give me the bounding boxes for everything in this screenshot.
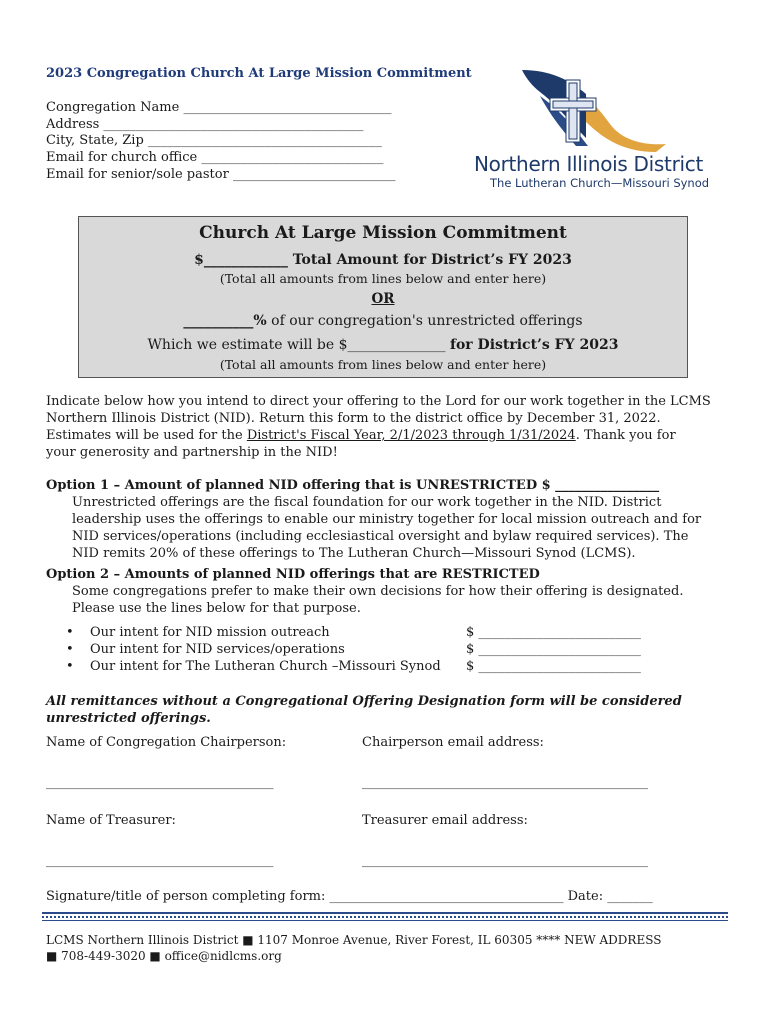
cross-emblem-icon [470, 66, 720, 152]
lcms-label: Our intent for The Lutheran Church –Missouri Synod [90, 659, 441, 674]
or-divider: OR [371, 291, 395, 307]
pastor-email-field[interactable]: Email for senior/sole pastor _________________________ [46, 167, 396, 182]
list-item: • [66, 625, 74, 640]
estimate-line[interactable] [79, 337, 687, 353]
mission-outreach-amount-field[interactable]: $ _________________________ [466, 625, 641, 640]
intro-line-4: your generosity and partnership in the NID! [46, 445, 338, 460]
intro-line-1: Indicate below how you intend to direct your offering to the Lord for our work together in the LCMS [46, 394, 711, 409]
commitment-box-title: Church At Large Mission Commitment [199, 223, 567, 243]
percent-blank[interactable]: __________% [183, 313, 267, 329]
services-operations-amount-field[interactable]: $ _________________________ [466, 642, 641, 657]
divider [42, 920, 728, 921]
intro-line-3 [46, 427, 676, 444]
footer-contact: ■ 708-449-3020 ■ office@nidlcms.org [46, 949, 282, 963]
list-item: • [66, 642, 74, 657]
mission-outreach-label: Our intent for NID mission outreach [90, 625, 330, 640]
intro-line-3-suffix: . Thank you for [575, 428, 676, 443]
estimate-note: (Total all amounts from lines below and enter here) [219, 357, 547, 372]
logo-district-name: Northern Illinois District [474, 152, 703, 176]
option-1-text: NID services/operations (including ecclesiastical oversight and bylaw required services). The [72, 529, 689, 544]
treasurer-name-field[interactable]: ___________________________________ [46, 853, 274, 868]
lcms-amount-field[interactable]: $ _________________________ [466, 659, 641, 674]
district-logo [470, 66, 720, 196]
signature-date-field[interactable]: Signature/title of person completing form: ____________________________________ Date: _______ [46, 889, 653, 904]
services-operations-label: Our intent for NID services/operations [90, 642, 345, 657]
total-amount-line[interactable] [79, 251, 687, 269]
congregation-name-field[interactable]: Congregation Name ________________________________ [46, 100, 392, 115]
church-email-field[interactable]: Email for church office ____________________________ [46, 150, 384, 165]
treasurer-name-label: Name of Treasurer: [46, 813, 176, 828]
chairperson-name-field[interactable]: ___________________________________ [46, 775, 274, 790]
option-1-text: Unrestricted offerings are the fiscal foundation for our work together in the NID. District [72, 495, 662, 510]
city-state-zip-field[interactable]: City, State, Zip ____________________________________ [46, 133, 382, 148]
option-2-text: Please use the lines below for that purpose. [72, 601, 361, 616]
chairperson-name-label: Name of Congregation Chairperson: [46, 735, 287, 750]
total-note: (Total all amounts from lines below and enter here) [219, 271, 547, 286]
estimate-bold: for District’s FY 2023 [449, 337, 619, 353]
percent-line[interactable] [79, 313, 687, 329]
chairperson-email-field[interactable]: ____________________________________________ [362, 775, 648, 790]
treasurer-email-label: Treasurer email address: [362, 813, 528, 828]
treasurer-email-field[interactable]: ____________________________________________ [362, 853, 648, 868]
divider [42, 912, 728, 914]
footer-address: LCMS Northern Illinois District ■ 1107 Monroe Avenue, River Forest, IL 60305 **** NEW ADDRESS [46, 933, 662, 947]
list-item: • [66, 659, 74, 674]
intro-line-2: Northern Illinois District (NID). Return this form to the district office by December 31, 2022. [46, 411, 661, 426]
logo-subtitle: The Lutheran Church—Missouri Synod [490, 176, 710, 190]
form-title: 2023 Congregation Church At Large Mission Commitment [46, 66, 472, 81]
percent-label: of our congregation's unrestricted offerings [266, 313, 583, 329]
remittance-notice: All remittances without a Congregational Offering Designation form will be considered [46, 694, 682, 709]
chairperson-email-label: Chairperson email address: [362, 735, 544, 750]
total-amount-label: Total Amount for District’s FY 2023 [287, 252, 572, 268]
divider [42, 916, 728, 918]
commitment-box [78, 216, 688, 378]
remittance-notice: unrestricted offerings. [46, 711, 211, 726]
intro-line-3-prefix: Estimates will be used for the [46, 428, 247, 443]
option-1-text: NID remits 20% of these offerings to The Lutheran Church—Missouri Synod (LCMS). [72, 546, 636, 561]
fiscal-year-link: District's Fiscal Year, 2/1/2023 through 1/31/2024 [246, 428, 576, 443]
total-amount-blank[interactable]: $____________ [194, 252, 288, 268]
address-field[interactable]: Address ________________________________________ [46, 117, 364, 132]
option-1-text: leadership uses the offerings to enable our ministry together for local mission outreach and for [72, 512, 702, 527]
option-2-heading: Option 2 – Amounts of planned NID offerings that are RESTRICTED [46, 567, 540, 582]
option-1-heading[interactable]: Option 1 – Amount of planned NID offering that is UNRESTRICTED $ ________________ [46, 478, 660, 493]
option-2-text: Some congregations prefer to make their own decisions for how their offering is designated. [72, 584, 684, 599]
estimate-prefix[interactable]: Which we estimate will be $______________ [147, 337, 450, 353]
